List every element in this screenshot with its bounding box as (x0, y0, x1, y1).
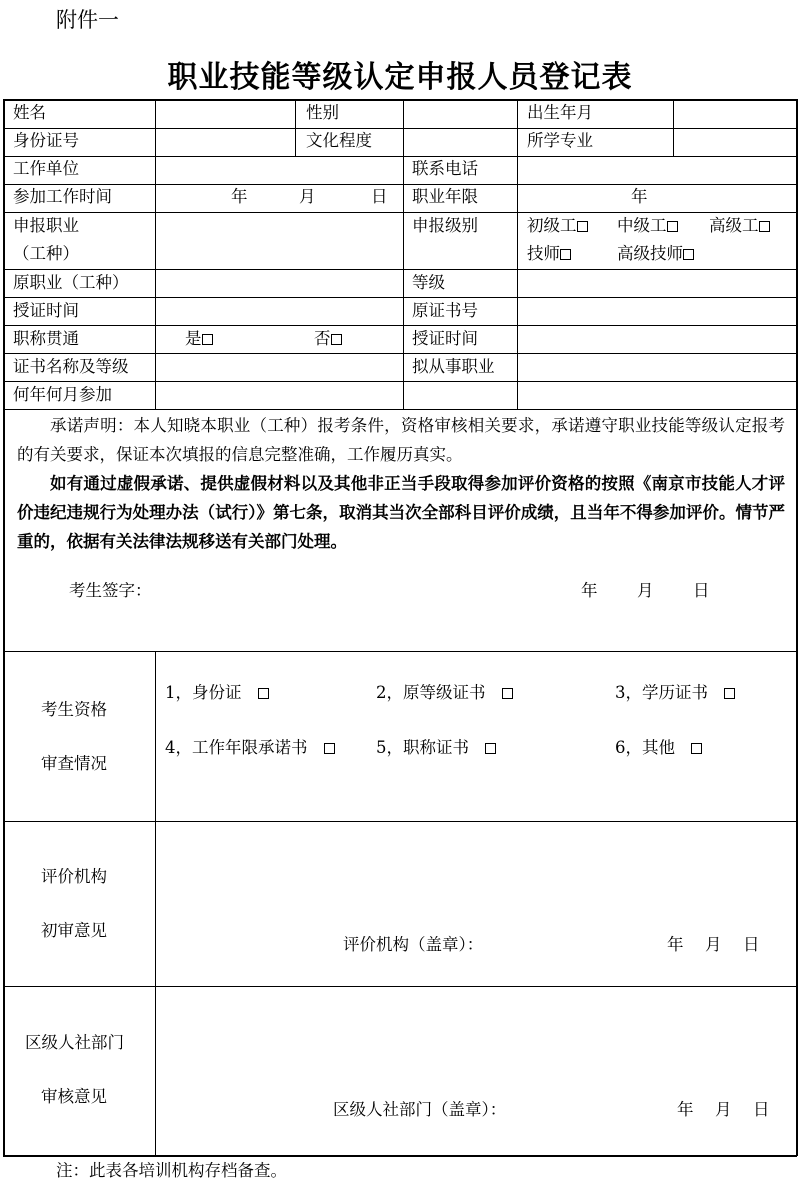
signature-date-year: 年 (581, 581, 598, 600)
checkbox-icon[interactable] (724, 688, 735, 699)
work-start-day: 日 (371, 187, 388, 206)
review-item-education-cert[interactable] (615, 685, 735, 702)
work-start-month: 月 (299, 187, 316, 206)
row-line (3, 381, 797, 382)
review-item-other[interactable] (615, 740, 702, 757)
district-review-month: 月 (715, 1100, 732, 1119)
footnote: 注：此表各培训机构存档备查。 (56, 1161, 287, 1180)
initial-review-day: 日 (743, 935, 760, 954)
checkbox-icon[interactable] (324, 743, 335, 754)
work-years-unit: 年 (631, 187, 648, 206)
level-option-label: 初级工 (527, 216, 577, 235)
label-orig-occupation: 原职业（工种） (13, 273, 129, 292)
col-line (673, 99, 674, 156)
review-item-title-cert[interactable] (376, 740, 496, 757)
district-review-label-line2: 审核意见 (41, 1087, 107, 1106)
border-right (796, 99, 798, 1156)
district-review-stamp: 区级人社部门（盖章）： (333, 1100, 507, 1119)
review-item-label: 6，其他 (615, 738, 675, 757)
label-name: 姓名 (13, 103, 46, 122)
signature-date-month: 月 (637, 581, 654, 600)
registration-form-table (3, 99, 797, 1156)
label-intended-job: 拟从事职业 (412, 357, 495, 376)
checkbox-icon[interactable] (560, 249, 571, 260)
level-option-label: 高级技师 (617, 244, 683, 263)
checkbox-icon[interactable] (691, 743, 702, 754)
label-title-link: 职称贯通 (13, 329, 79, 348)
label-work-years: 职业年限 (412, 187, 478, 206)
review-item-label: 2，原等级证书 (376, 683, 486, 702)
initial-review-month: 月 (705, 935, 722, 954)
review-item-work-years-pledge[interactable] (165, 740, 335, 757)
option-yes[interactable] (185, 331, 213, 348)
review-item-label: 5，职称证书 (376, 738, 469, 757)
level-option-label: 技师 (527, 244, 560, 263)
col-line (155, 651, 156, 1156)
initial-review-label-line2: 初审意见 (41, 921, 107, 940)
option-no-label: 否 (314, 329, 331, 348)
border-top (3, 99, 797, 101)
attachment-label: 附件一 (56, 8, 119, 32)
district-review-label-line1: 区级人社部门 (25, 1033, 124, 1052)
option-yes-label: 是 (185, 329, 202, 348)
col-line (295, 99, 296, 156)
review-label-line1: 考生资格 (41, 700, 107, 719)
col-line (155, 99, 156, 409)
label-apply-occupation: 申报职业 (13, 216, 79, 235)
row-line (3, 212, 797, 213)
checkbox-icon[interactable] (577, 221, 588, 232)
label-cert-time-2: 授证时间 (412, 329, 478, 348)
review-item-label: 4，工作年限承诺书 (165, 738, 308, 757)
row-line (3, 184, 797, 185)
district-review-day: 日 (753, 1100, 770, 1119)
checkbox-icon[interactable] (683, 249, 694, 260)
label-apply-level: 申报级别 (412, 216, 478, 235)
label-birth: 出生年月 (527, 103, 593, 122)
level-option-senior[interactable] (709, 218, 770, 235)
review-item-label: 1，身份证 (165, 683, 242, 702)
checkbox-icon[interactable] (258, 688, 269, 699)
level-option-junior[interactable] (527, 218, 588, 235)
row-line (3, 353, 797, 354)
review-item-label: 3，学历证书 (615, 683, 708, 702)
signature-label: 考生签字： (69, 581, 152, 600)
checkbox-icon[interactable] (331, 334, 342, 345)
checkbox-icon[interactable] (667, 221, 678, 232)
review-item-orig-cert[interactable] (376, 685, 513, 702)
row-line (3, 297, 797, 298)
review-label-line2: 审查情况 (41, 754, 107, 773)
label-major: 所学专业 (527, 131, 593, 150)
review-item-id-card[interactable] (165, 685, 269, 702)
row-line (3, 986, 797, 987)
checkbox-icon[interactable] (485, 743, 496, 754)
label-orig-cert-no: 原证书号 (412, 301, 478, 320)
checkbox-icon[interactable] (502, 688, 513, 699)
level-option-intermediate[interactable] (617, 218, 678, 235)
label-phone: 联系电话 (412, 159, 478, 178)
checkbox-icon[interactable] (759, 221, 770, 232)
label-id-number: 身份证号 (13, 131, 79, 150)
row-line (3, 651, 797, 652)
row-line (3, 156, 797, 157)
signature-date-day: 日 (693, 581, 710, 600)
initial-review-stamp: 评价机构（盖章）： (343, 935, 484, 954)
checkbox-icon[interactable] (202, 334, 213, 345)
label-cert-name-level: 证书名称及等级 (13, 357, 129, 376)
level-option-senior-technician[interactable] (617, 246, 694, 263)
label-join-when: 何年何月参加 (13, 385, 112, 404)
label-cert-time: 授证时间 (13, 301, 79, 320)
label-education: 文化程度 (306, 131, 372, 150)
row-line (3, 409, 797, 410)
level-option-technician[interactable] (527, 246, 571, 263)
row-line (3, 325, 797, 326)
level-option-label: 中级工 (617, 216, 667, 235)
work-start-year: 年 (231, 187, 248, 206)
level-option-label: 高级工 (709, 216, 759, 235)
initial-review-year: 年 (667, 935, 684, 954)
label-apply-occupation-sub: （工种） (13, 244, 79, 263)
option-no[interactable] (314, 331, 342, 348)
label-gender: 性别 (306, 103, 339, 122)
col-line (403, 156, 404, 409)
initial-review-label-line1: 评价机构 (41, 867, 107, 886)
row-line (3, 269, 797, 270)
declaration-paragraph-2: 如有通过虚假承诺、提供虚假材料以及其他非正当手段取得参加评价资格的按照《南京市技能人才评价违纪违规行为处理办法（试行）》第七条，取消其当次全部科目评价成绩，且当年不得参加评价。情节严重的，依据有关法律法规移送有关部门处理。 (17, 474, 785, 551)
district-review-year: 年 (677, 1100, 694, 1119)
label-grade: 等级 (412, 273, 445, 292)
row-line (3, 821, 797, 822)
col-line (517, 99, 518, 409)
form-title: 职业技能等级认定申报人员登记表 (167, 60, 633, 95)
border-left (3, 99, 5, 1156)
row-line (3, 128, 797, 129)
label-employer: 工作单位 (13, 159, 79, 178)
col-line (403, 99, 404, 156)
declaration-paragraph-1: 承诺声明：本人知晓本职业（工种）报考条件，资格审核相关要求，承诺遵守职业技能等级认定报考的有关要求，保证本次填报的信息完整准确，工作履历真实。 (17, 416, 785, 464)
label-work-start: 参加工作时间 (13, 187, 112, 206)
